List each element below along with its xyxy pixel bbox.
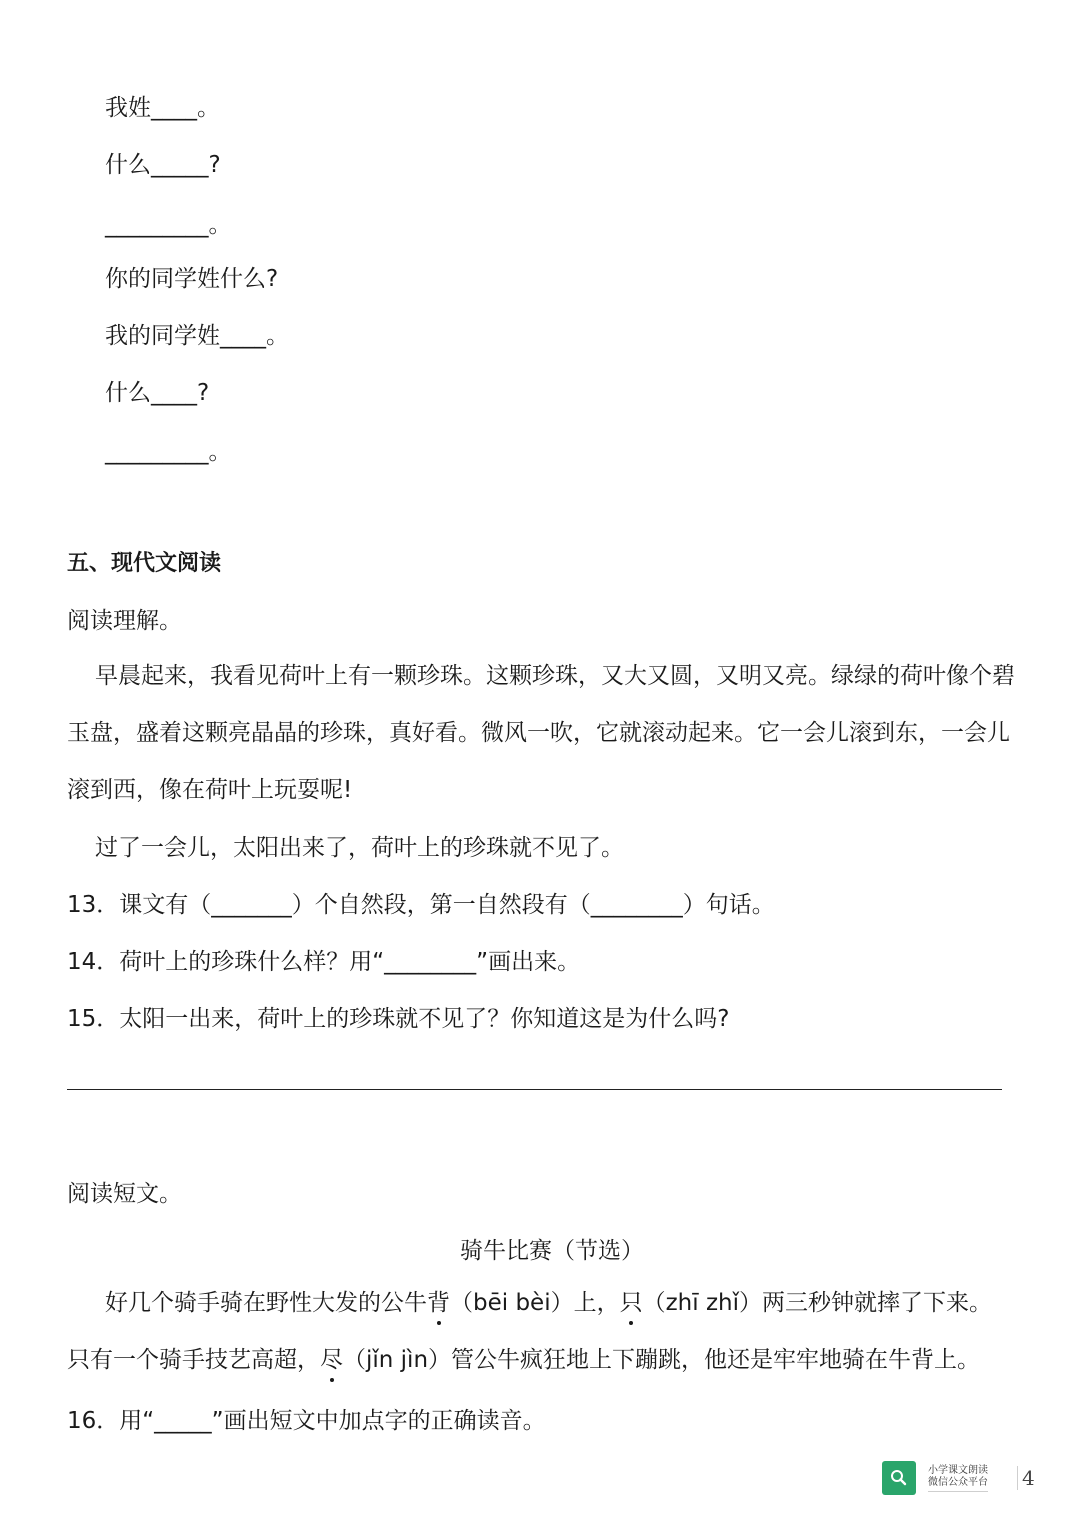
text-span: （jǐn jìn）管公牛疯狂地上下蹦跳，他还是牢牢地骑在牛背上。 (343, 1347, 981, 1373)
brand-line-1: 小学课文朗读 (928, 1464, 988, 1476)
passage-paragraph-1: 早晨起来，我看见荷叶上有一颗珍珠。这颗珍珠，又大又圆，又明又亮。绿绿的荷叶像个碧玉盘，盛着这颗亮晶晶的珍珠，真好看。微风一吹，它就滚动起来。它一会儿滚到东，一会儿滚到西，像在荷叶上玩耍呢! (67, 663, 1015, 803)
dialog-line-5: 我的同学姓____。 (105, 323, 289, 349)
question-16: 16．用“_____”画出短文中加点字的正确读音。 (67, 1408, 546, 1434)
answer-line (67, 1089, 1002, 1090)
dialog-line-4: 你的同学姓什么? (105, 266, 279, 292)
dialog-line-7: _________。 (105, 439, 232, 465)
text-span: 只有一个骑手技艺高超， (67, 1347, 320, 1373)
short-reading-title: 骑牛比赛（节选） (460, 1238, 644, 1264)
brand-text (928, 1465, 988, 1492)
question-13: 13．课文有（_______）个自然段，第一自然段有（________）句话。 (67, 892, 775, 918)
search-icon (882, 1461, 916, 1495)
dotted-char: 背 (427, 1290, 450, 1316)
passage-paragraph-2: 过了一会儿，太阳出来了，荷叶上的珍珠就不见了。 (95, 835, 624, 861)
short-reading-instruction: 阅读短文。 (67, 1181, 182, 1207)
brand-line-2: 微信公众平台 (928, 1476, 988, 1488)
question-14: 14．荷叶上的珍珠什么样？用“________”画出来。 (67, 949, 581, 975)
question-15: 15．太阳一出来，荷叶上的珍珠就不见了？你知道这是为什么吗? (67, 1006, 730, 1032)
reading-instruction: 阅读理解。 (67, 608, 182, 634)
dotted-char: 只 (619, 1290, 643, 1316)
text-span: 好几个骑手骑在野性大发的公牛 (105, 1290, 427, 1316)
dialog-line-3: _________。 (105, 212, 232, 238)
footer-brand (882, 1461, 988, 1495)
page-number: 4 (1017, 1466, 1035, 1490)
text-span: （bēi bèi）上， (450, 1290, 620, 1316)
short-paragraph-line-1 (105, 1288, 992, 1318)
dotted-char: 尽 (320, 1347, 343, 1373)
dialog-line-1: 我姓____。 (105, 95, 220, 121)
text-span: （zhī zhǐ）两三秒钟就摔了下来。 (642, 1290, 992, 1316)
dialog-line-6: 什么____? (105, 380, 210, 406)
short-paragraph-line-2 (67, 1345, 980, 1375)
section-heading: 五、现代文阅读 (67, 551, 222, 576)
dialog-line-2: 什么_____? (105, 152, 221, 178)
